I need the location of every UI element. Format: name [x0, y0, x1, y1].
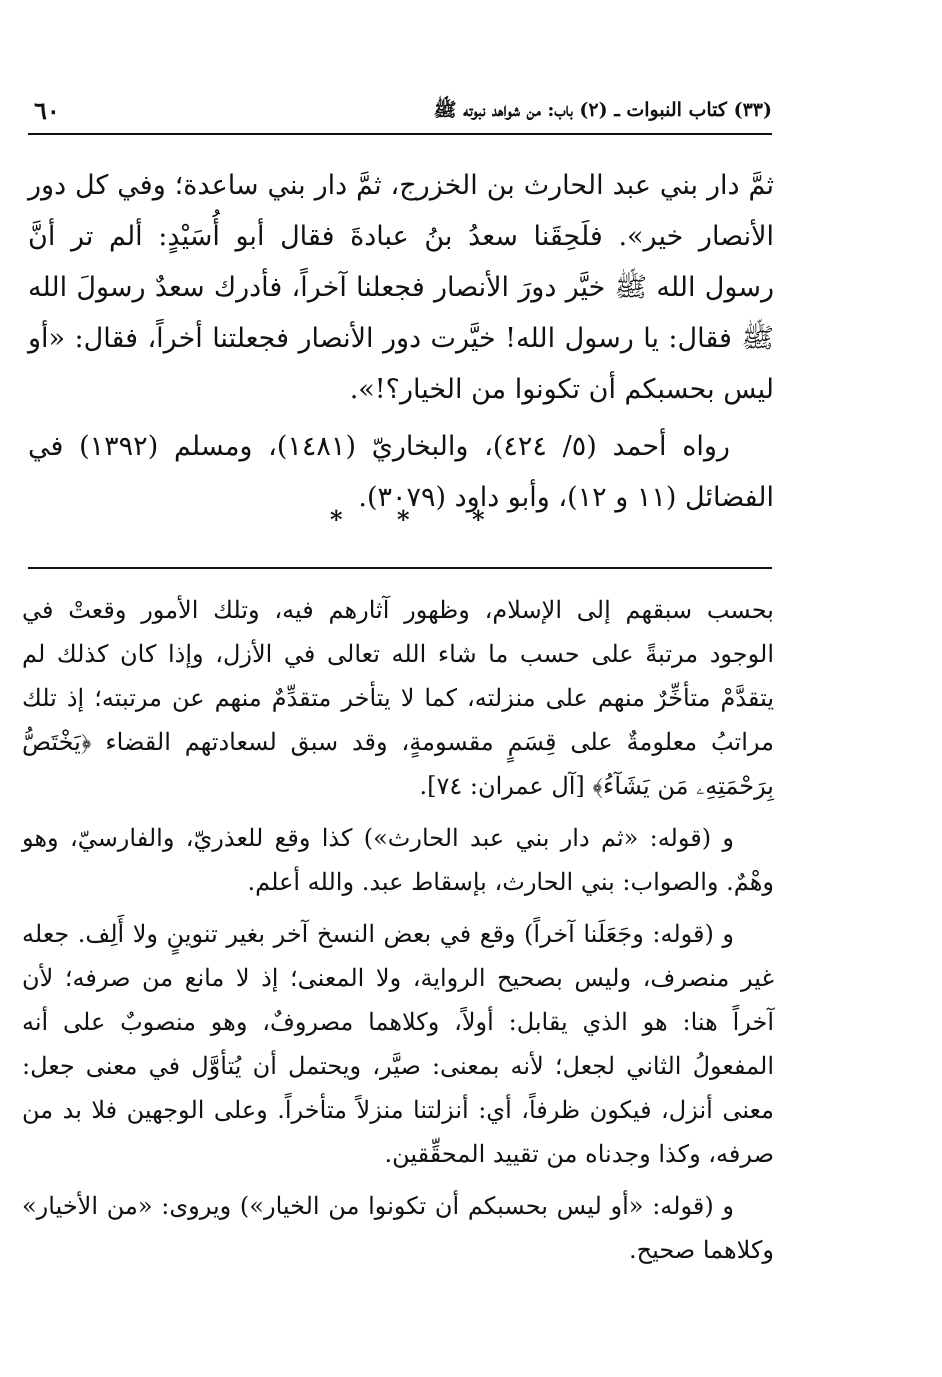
commentary-notes	[22, 588, 774, 1280]
section-separator	[28, 505, 774, 539]
header-divider	[28, 133, 772, 135]
commentary-paragraph: و (قوله: «أو ليس بحسبكم أن تكونوا من الخيار») ويروى: «من الأخيار» وكلاهما صحيح.	[22, 1192, 774, 1264]
separator-star: *	[397, 505, 410, 534]
takhrij-paragraph: رواه أحمد (٥/ ٤٢٤)، والبخاريّ (١٤٨١)، ومسلم (١٣٩٢) في الفضائل (١١ و ١٢)، وأبو داود (٣٠٧٩).	[28, 431, 774, 513]
commentary-paragraph: و (قوله: «ثم دار بني عبد الحارث») كذا وقع للعذريّ، والفارسيّ، وهو وهْمٌ. والصواب: بني الحارث، بإسقاط عبد. والله أعلم.	[22, 824, 774, 896]
hadith-paragraph: ثمَّ دار بني عبد الحارث بن الخزرج، ثمَّ دار بني ساعدة؛ وفي كل دور الأنصار خير». فلَحِقَنا سعدُ بنُ عبادةَ فقال أبو أُسَيْدٍ: ألم تر أنَّ رسول الله ﷺ خيَّر دورَ الأنصار فجعلنا آخراً، فأدرك سعدٌ رسولَ الله ﷺ فقال: يا رسول الله! خيَّرت دور الأنصار فجعلتنا أخراً، فقال: «أو ليس بحسبكم أن تكونوا من الخيار؟!».	[28, 170, 774, 405]
commentary-paragraph: بحسب سبقهم إلى الإسلام، وظهور آثارهم فيه، وتلك الأمور وقعتْ في الوجود مرتبةً على حسب ما شاء الله تعالى في الأزل، وإذا كان كذلك لم يتقدَّمْ متأخِّرٌ منهم على منزلته، كما لا يتأخر متقدِّمٌ منهم عن مرتبته؛ إذ تلك مراتبُ معلومةٌ على قِسَمٍ مقسومةٍ، وقد سبق لسعادتهم القضاء ﴿يَخْتَصُّ بِرَحْمَتِهِۦ مَن يَشَآءُ﴾ [آل عمران: ٧٤].	[22, 596, 774, 800]
running-title: (٣٣) كتاب النبوات ـ (٢) باب: من شواهد نبوته ﷺ	[433, 99, 772, 121]
page-number: ٦٠	[34, 96, 60, 125]
footnote-divider	[28, 567, 772, 569]
main-text	[28, 160, 774, 529]
separator-star: *	[330, 505, 343, 534]
separator-star: *	[472, 505, 485, 534]
page-header	[28, 96, 772, 132]
commentary-paragraph: و (قوله: وجَعَلَنا آخراً) وقع في بعض النسخ آخر بغير تنوينٍ ولا أَلِف. جعله غير منصرف، وليس بصحيح الرواية، ولا المعنى؛ إذ لا مانع من صرفه؛ لأن آخراً هنا: هو الذي يقابل: أولاً، وكلاهما مصروفٌ، وهو منصوبٌ على أنه المفعولُ الثاني لجعل؛ لأنه بمعنى: صيَّر، ويحتمل أن يُتأوَّل في معنى جعل: معنى أنزل، فيكون ظرفاً، أي: أنزلتنا منزلاً متأخراً. وعلى الوجهين فلا بد من صرفه، وكذا وجدناه من تقييد المحقِّقين.	[22, 920, 774, 1168]
